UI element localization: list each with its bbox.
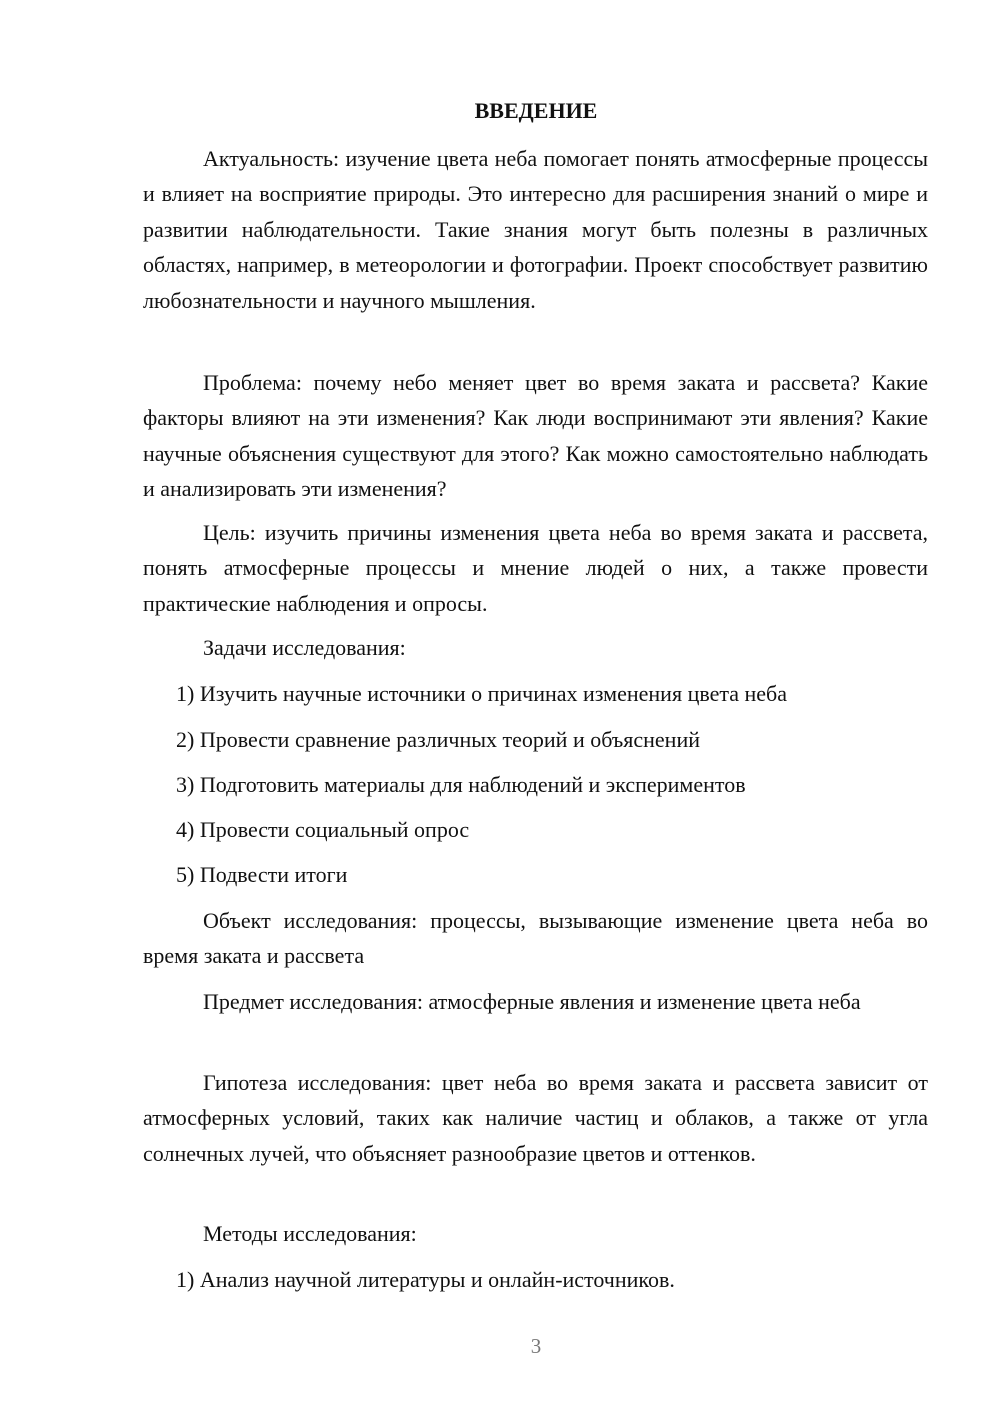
task-item: 5) Подвести итоги — [176, 862, 348, 887]
method-item: 1) Анализ научной литературы и онлайн-источников. — [176, 1267, 675, 1292]
section-heading: ВВЕДЕНИЕ — [474, 98, 598, 123]
hypothesis-paragraph: Гипотеза исследования: цвет неба во время заката и рассвета зависит от атмосферных условий, таких как наличие частиц и облаков, а также от угла солнечных лучей, что объясняет разнообразие цветов и оттенков. — [143, 1070, 928, 1166]
relevance-paragraph: Актуальность: изучение цвета неба помогает понять атмосферные процессы и влияет на восприятие природы. Это интересно для расширения знаний о мире и развитии наблюдательности. Такие знания могут быть полезны в различных областях, например, в метеорологии и фотографии. Проект способствует развитию любознательности и научного мышления. — [143, 146, 928, 313]
object-paragraph: Объект исследования: процессы, вызывающие изменение цвета неба во время заката и рассвета — [143, 908, 928, 969]
task-item: 4) Провести социальный опрос — [176, 817, 470, 842]
task-item: 3) Подготовить материалы для наблюдений и экспериментов — [176, 772, 746, 797]
problem-paragraph: Проблема: почему небо меняет цвет во время заката и рассвета? Какие факторы влияют на эти изменения? Как люди воспринимают эти явления? Какие научные объяснения существуют для этого? Как можно самостоятельно наблюдать и анализировать эти изменения? — [143, 370, 928, 502]
tasks-title: Задачи исследования: — [203, 635, 406, 660]
goal-paragraph: Цель: изучить причины изменения цвета неба во время заката и рассвета, понять атмосферные процессы и мнение людей о них, а также провести практические наблюдения и опросы. — [143, 520, 928, 616]
methods-title: Методы исследования: — [203, 1221, 417, 1246]
subject-paragraph: Предмет исследования: атмосферные явления и изменение цвета неба — [203, 989, 861, 1014]
task-item: 2) Провести сравнение различных теорий и объяснений — [176, 727, 700, 752]
page-number: 3 — [530, 1334, 542, 1358]
task-item: 1) Изучить научные источники о причинах изменения цвета неба — [176, 681, 788, 706]
